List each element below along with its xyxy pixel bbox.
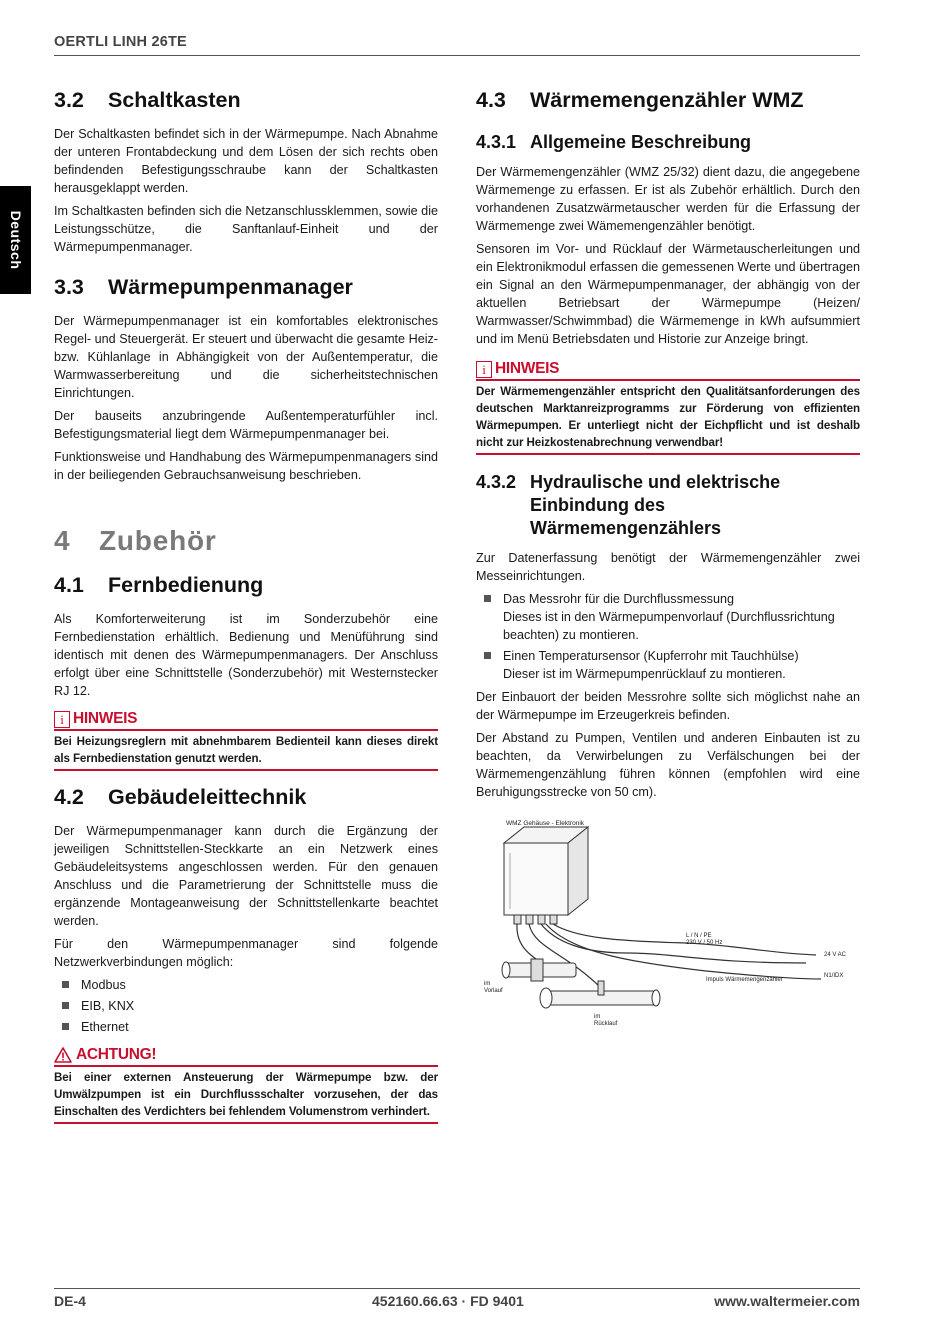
- diagram-label-power: L / N / PE: [686, 933, 712, 939]
- note-text: Der Wärmemengenzähler entspricht den Qualitätsanforderungen des deutschen Marktanreizprogramms zur Förderung von effizienten Wärmepumpen. Er unterliegt nicht der Eichpflicht und ist deshalb nicht zur Heizkostenabrechnung verwendbar!: [476, 381, 860, 455]
- cable-glands: [514, 915, 557, 924]
- section-number: 4.2: [54, 785, 84, 809]
- subsection-heading-4-3-2: [476, 471, 860, 540]
- paragraph: Der Wärmepumpenmanager ist ein komfortables elektronisches Regel- und Steuergerät. Er steuert und überwacht die gesamte Heiz- bzw. Kühlanlage in Abhängigkeit von der Außentemperatur, die Warmwasserbereitung und die sicherheitstechnischen Einrichtungen.: [54, 314, 438, 400]
- diagram-label-impulse: Impuls Wärmemengenzähler: [706, 977, 783, 983]
- list-item-detail: Dieses ist in den Wärmepumpenvorlauf (Durchflussrichtung beachten) zu montieren.: [503, 610, 835, 642]
- page-header: OERTLI LINH 26TE: [54, 34, 187, 50]
- paragraph: Funktionsweise und Handhabung des Wärmepumpenmanagers sind in der beiliegenden Gebrauchsanweisung beschrieben.: [54, 450, 438, 482]
- hinweis-note: [54, 710, 438, 771]
- list-item: Modbus: [54, 976, 438, 994]
- warning-text: Bei einer externen Ansteuerung der Wärmepumpe bzw. der Umwälzpumpen ist ein Durchflussschalter vorzusehen, der das Einschalten des Verdichters bei fehlendem Volumenstrom verhindert.: [54, 1067, 438, 1124]
- title-line: Einbindung des: [530, 495, 665, 515]
- title-line: Wärmemengenzählers: [530, 518, 722, 538]
- diagram-label-24v: 24 V AC: [824, 952, 847, 958]
- section-heading-3-3: [54, 275, 438, 300]
- section-heading-4-1: [54, 573, 438, 598]
- language-tab: [0, 186, 31, 294]
- document-number: 452160.66.63 · FD 9401: [372, 1293, 524, 1309]
- left-column: [54, 88, 438, 1134]
- achtung-warning: [54, 1046, 438, 1124]
- wmz-housing: [504, 827, 588, 915]
- language-tab-label: Deutsch: [7, 210, 24, 270]
- note-title: HINWEIS: [73, 710, 138, 727]
- website-url: www.waltermeier.com: [714, 1293, 860, 1309]
- info-icon: i: [476, 361, 492, 378]
- note-title: HINWEIS: [495, 360, 560, 377]
- chapter-title: Zubehör: [99, 525, 217, 556]
- warning-triangle-icon: [54, 1047, 72, 1063]
- note-header: [476, 360, 860, 381]
- paragraph: Der Wärmemengenzähler (WMZ 25/32) dient dazu, die angegebene Wärmemenge zu erfassen. Er ist als Zubehör erhältlich. Durch den vorhandenen Zusatzwärmetauscher werden für die Erfassung der Wärmemenge zwei Wämemengenzähler benötigt.: [476, 165, 860, 233]
- list-item: [476, 647, 860, 683]
- section-number: 3.2: [54, 88, 84, 112]
- note-header: [54, 710, 438, 731]
- subsection-number: 4.3.2: [476, 472, 517, 492]
- paragraph: Zur Datenerfassung benötigt der Wärmemengenzähler zwei Messeinrichtungen.: [476, 551, 860, 583]
- subsection-number: 4.3.1: [476, 132, 517, 152]
- chapter-number: 4: [54, 525, 71, 556]
- section-number: 3.3: [54, 275, 84, 299]
- section-number: 4.1: [54, 573, 84, 597]
- paragraph: Im Schaltkasten befinden sich die Netzanschlussklemmen, sowie die Leistungsschütze, die Sanftanlauf-Einheit und der Wärmepumpenmanager.: [54, 204, 438, 254]
- warning-header: [54, 1046, 438, 1067]
- measuring-device-list: [476, 590, 860, 683]
- list-item-title: Einen Temperatursensor (Kupferrohr mit Tauchhülse): [503, 649, 799, 663]
- wmz-wiring-diagram: [476, 813, 860, 1033]
- diagram-label-voltage: 230 V / 50 Hz: [686, 940, 723, 946]
- warning-title: ACHTUNG!: [76, 1046, 157, 1063]
- paragraph: Der Einbauort der beiden Messrohre sollte sich möglichst nahe an der Wärmepumpe im Erzeugerkreis befinden.: [476, 690, 860, 722]
- paragraph: Der Schaltkasten befindet sich in der Wärmepumpe. Nach Abnahme der unteren Frontabdeckung und dem Lösen der sich rechts oben befindenden Befestigungsschraube kann der Schaltkasten herausgeklappt werden.: [54, 127, 438, 195]
- network-list: [54, 976, 438, 1036]
- subsection-title: Allgemeine Beschreibung: [530, 132, 752, 152]
- list-item: Ethernet: [54, 1018, 438, 1036]
- diagram-label-ruecklauf-im: im: [594, 1014, 601, 1020]
- diagram-label-vorlauf: Vorlauf: [484, 988, 503, 994]
- section-heading-3-2: [54, 88, 438, 113]
- list-item: EIB, KNX: [54, 997, 438, 1015]
- hinweis-note: [476, 360, 860, 455]
- diagram-label-ruecklauf: Rücklauf: [594, 1021, 618, 1027]
- paragraph: Für den Wärmepumpenmanager sind folgende Netzwerkverbindungen möglich:: [54, 937, 438, 969]
- diagram-label-housing: WMZ Gehäuse - Elektronik: [506, 820, 585, 827]
- section-title: Fernbedienung: [108, 573, 264, 597]
- list-item: [476, 590, 860, 644]
- section-heading-4-2: [54, 785, 438, 810]
- footer-rule: [54, 1288, 860, 1289]
- list-item-title: Das Messrohr für die Durchflussmessung: [503, 592, 734, 606]
- paragraph: Der Abstand zu Pumpen, Ventilen und anderen Einbauten ist zu beachten, da Verwirbelungen zu Verfälschungen bei der Wärmemengenzählung führen können (empfohlen wird eine Beruhigungsstrecke von 50 cm).: [476, 731, 860, 799]
- page-number: DE-4: [54, 1293, 86, 1309]
- note-text: Bei Heizungsreglern mit abnehmbarem Bedienteil kann dieses direkt als Fernbedienstation genutzt werden.: [54, 731, 438, 771]
- paragraph: Sensoren im Vor- und Rücklauf der Wärmetauscherleitungen und ein Elektronikmodul erfassen die gemessenen Werte und übertragen ein Signal an den Wärmepumpenmanager, der abhängig von der aktuellen Betriebsart der Wärmepumpe (Heizen/ Warmwasser/Schwimmbad) die Wärmemenge in kWh aufsummiert und im Menü Betriebsdaten und Historie zur Anzeige bringt.: [476, 242, 860, 346]
- section-title: Schaltkasten: [108, 88, 241, 112]
- subsection-title: [530, 471, 780, 540]
- diagram-label-n1: N1/IDX: [824, 973, 844, 979]
- temperature-sensor-pipe: [540, 981, 660, 1008]
- title-line: Hydraulische und elektrische: [530, 472, 781, 492]
- section-title: Wärmemengenzähler WMZ: [530, 88, 804, 112]
- paragraph: Der bauseits anzubringende Außentemperaturfühler incl. Befestigungsmaterial liegt dem Wärmepumpenmanager bei.: [54, 409, 438, 441]
- flow-meter-pipe: [502, 959, 576, 981]
- diagram-label-vorlauf-im: im: [484, 981, 491, 987]
- list-item-detail: Dieser ist im Wärmepumpenrücklauf zu montieren.: [503, 667, 786, 681]
- paragraph: Als Komforterweiterung ist im Sonderzubehör eine Fernbedienstation erhältlich. Bedienung und Menüführung sind identisch mit denen des Wärmepumpenmanagers. Der Anschluss erfolgt über eine Schnittstelle (Sonderzubehör) mit Westernstecker RJ 12.: [54, 612, 438, 698]
- chapter-heading-4: [54, 525, 438, 557]
- section-number: 4.3: [476, 88, 506, 112]
- info-icon: i: [54, 711, 70, 728]
- section-title: Gebäudeleittechnik: [108, 785, 307, 809]
- section-title: Wärmepumpenmanager: [108, 275, 353, 299]
- section-heading-4-3: [476, 88, 860, 113]
- paragraph: Der Wärmepumpenmanager kann durch die Ergänzung der jeweiligen Schnittstellen-Steckkarte an ein Netzwerk eines Gebäudeleitsystems angeschlossen werden. Für den genauen Anschluss und die Parametrierung der Schnittstelle muss die ergänzende Montageanweisung der Schnittstellenkarte beachtet werden.: [54, 824, 438, 928]
- right-column: [476, 88, 860, 1033]
- subsection-heading-4-3-1: [476, 131, 860, 154]
- header-rule: [54, 55, 860, 56]
